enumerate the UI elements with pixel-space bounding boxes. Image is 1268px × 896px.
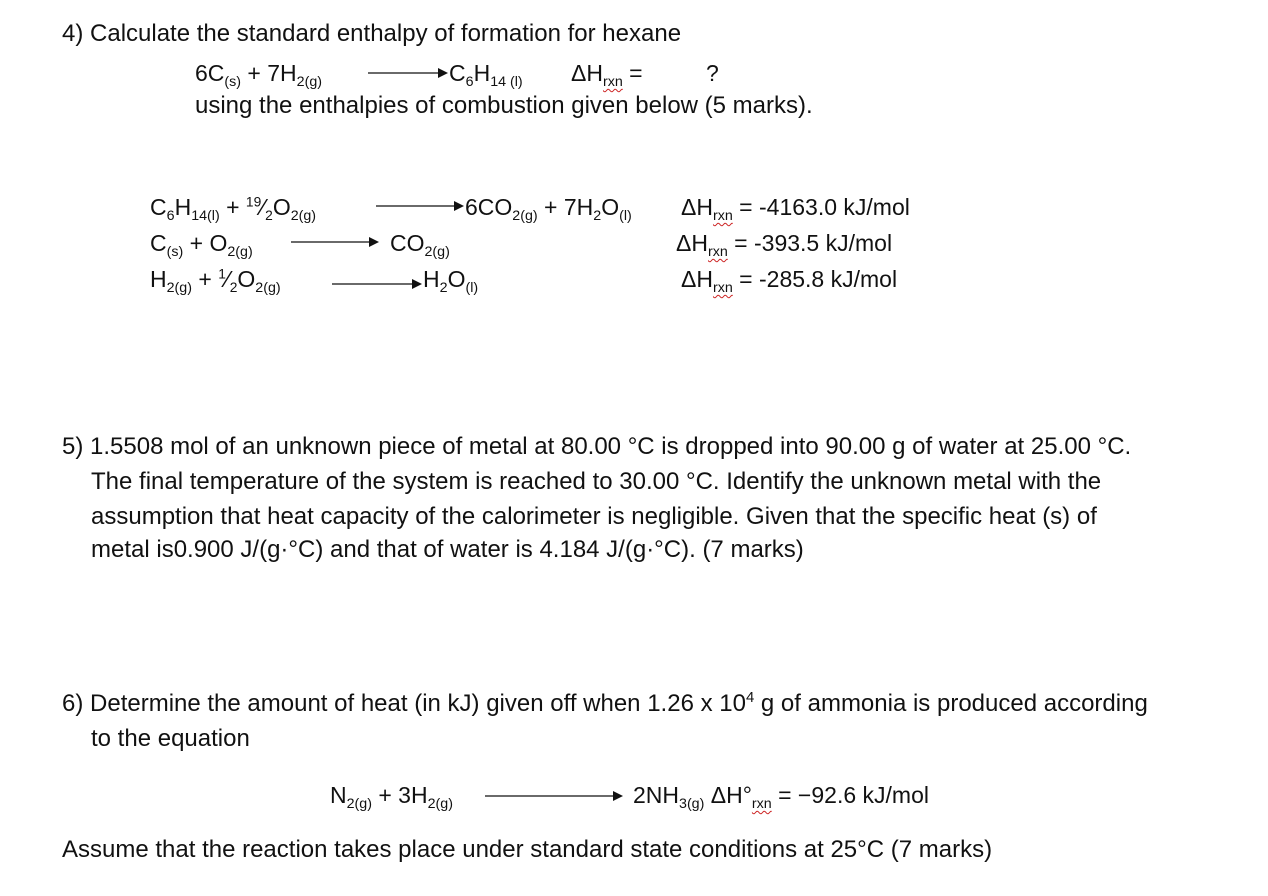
q4-target-arrow	[368, 66, 448, 80]
q6-line-2: to the equation	[91, 725, 250, 752]
q5-line-2: The final temperature of the system is reached to 30.00 °C. Identify the unknown metal with the	[91, 468, 1102, 495]
q4-target-product: $C_6H_{14 (l)}$	[449, 60, 523, 90]
q4-eq1-enthalpy: $\Delta H_{rxn} = -4163.0$ kJ/mol	[681, 194, 910, 224]
q4-eq2-reactants: $C_{(s)} + O_{2(g)}$	[150, 230, 253, 260]
q4-target-unknown: ?	[706, 60, 719, 86]
q4-eq3-products: $H_2O_{(l)}$	[423, 266, 479, 296]
q6-eq-arrow	[485, 789, 623, 803]
q4-subline: using the enthalpies of combustion given below (5 marks).	[195, 92, 813, 119]
q4-heading: 4) Calculate the standard enthalpy of formation for hexane	[62, 20, 682, 47]
q4-eq1-arrow	[376, 199, 464, 213]
q5-line-4: metal is0.900 J/(g·°C) and that of water is 4.184 J/(g·°C). (7 marks)	[91, 536, 804, 563]
q4-eq3-reactants: $H_{2(g)}$ + $^1⁄_2O_{2(g)}$	[150, 266, 281, 296]
q4-eq3-arrow	[332, 277, 422, 291]
q5-line-3: assumption that heat capacity of the calorimeter is negligible. Given that the specific heat (s) of	[91, 503, 1097, 530]
q4-eq2-arrow	[291, 235, 379, 249]
q4-eq2-enthalpy: $\Delta H_{rxn} = -393.5$ kJ/mol	[676, 230, 893, 260]
q4-target-enthalpy: $\Delta H_{rxn}$ =	[571, 60, 643, 90]
q4-target-reactants: $6C_{(s)} + 7H_{2(g)}$	[195, 60, 322, 90]
q4-eq2-products: $CO_{2(g)}$	[390, 230, 450, 260]
q5-line-1: 5) 1.5508 mol of an unknown piece of metal at 80.00 °C is dropped into 90.00 g of water at 25.00 °C.	[62, 433, 1132, 460]
q4-eq1-reactants: $C_6H_{14(l)}$ + $^{19}⁄_2O_{2(g)}$	[150, 194, 317, 224]
q4-eq1-products: $6CO_{2(g)} + 7H_2O_{(l)}$	[465, 194, 632, 224]
q6-eq-products: $2NH_{3(g)}$ $\Delta H^\circ_{rxn} = -92.6$ kJ/mol	[633, 782, 929, 812]
q6-assumption: Assume that the reaction takes place under standard state conditions at 25°C (7 marks)	[62, 836, 993, 863]
q4-eq3-enthalpy: $\Delta H_{rxn} = -285.8$ kJ/mol	[681, 266, 898, 296]
q6-line-1: 6) Determine the amount of heat (in kJ) given off when 1.26 x $10^4$ g of ammonia is produced according	[62, 690, 1148, 717]
q6-eq-reactants: $N_{2(g)} + 3H_{2(g)}$	[330, 782, 453, 812]
